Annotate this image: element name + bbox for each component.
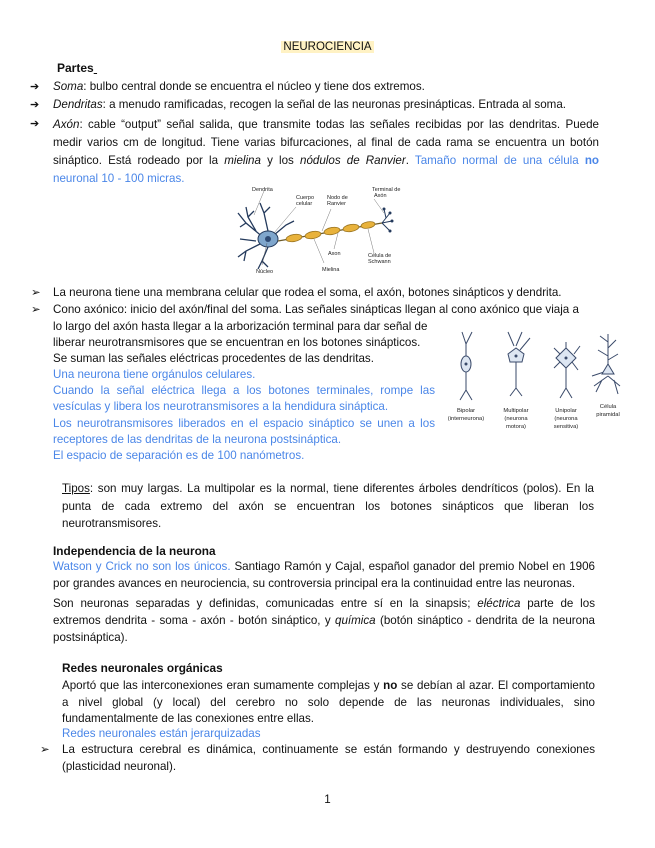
arrow-bullet: ➔: [30, 99, 40, 111]
label-dendrita: Dendrita: [252, 187, 273, 193]
page-number: 1: [324, 793, 331, 806]
label-schwann: Schwann: [368, 259, 391, 265]
electrica-term: eléctrica: [477, 597, 521, 610]
type-multipolar-sub: (neurona: [504, 416, 528, 422]
label-terminal: Terminal de: [372, 187, 401, 193]
cono-axonico-line-3: liberar neurotransmisores que se encuentran en los botones sinápticos.: [53, 336, 421, 349]
type-multipolar-sub2: motora): [506, 424, 526, 430]
type-unipolar-sub: (neurona: [554, 416, 578, 422]
dendritas-text: : a menudo ramificadas, recogen la señal de las neuronas presinápticas. Entrada al soma.: [102, 98, 566, 111]
cell-size-note: Tamaño normal de una célula: [414, 154, 585, 167]
axon-item: [53, 116, 599, 188]
arrow-bullet: ➔: [30, 118, 40, 130]
membrane-bullet: La neurona tiene una membrana celular que rodea el soma, el axón, botones sinápticos y dendrita.: [53, 286, 562, 299]
independencia-heading: Independencia de la neurona: [53, 544, 216, 558]
blue-line-4: Los neurotransmisores liberados en el espacio sináptico se unen a los: [53, 417, 435, 430]
label-ranvier: Ranvier: [327, 201, 346, 207]
blue-line-1: Una neurona tiene orgánulos celulares.: [53, 368, 256, 381]
tipos-paragraph: [62, 480, 594, 533]
cell-size-note-end: neuronal 10 - 100 micras.: [53, 172, 185, 185]
type-pyramidal-sub: piramidal: [596, 412, 620, 418]
axon-text: : cable “output” señal salida, que transmite todas las señales recibidas por las dendritas. Puede medir varios cm de longitud. Tiene varias bifurcaciones, al final de cada rama se encuentra un botón sináptico. Está rodeado por la: [53, 118, 599, 167]
myelin-segments: [286, 221, 376, 243]
label-celula: Célula de: [368, 253, 392, 259]
chevron-bullet: ➢: [40, 743, 50, 756]
cono-axonico-line-2: lo largo del axón hasta llegar a la arborización terminal para dar señal de: [53, 320, 428, 333]
axon-term: Axón: [53, 118, 80, 131]
redes-text-2: se debían al azar. El comportamiento a nivel global (y local) del cerebro no solo depende de las neuronas individuales, sino fundamentalmente de las conexiones entre ellas.: [62, 679, 595, 725]
blue-line-5: receptores de las dendritas de la neurona postsináptica.: [53, 433, 342, 446]
nodulos-term: nódulos de Ranvier: [300, 154, 406, 167]
soma-item: [53, 79, 600, 95]
chevron-bullet: ➢: [31, 303, 41, 316]
redes-jerarquizadas: Redes neuronales están jerarquizadas: [62, 727, 261, 740]
chevron-bullet: ➢: [31, 286, 41, 299]
dendritas-term: Dendritas: [53, 98, 103, 111]
type-unipolar-label: Unipolar: [555, 408, 577, 414]
cono-axonico-line-1: Cono axónico: inicio del axón/final del soma. Las señales sinápticas llegan al cono axónico que viaja a: [53, 303, 579, 316]
pyramidal-soma: [602, 364, 614, 374]
tipos-text: : son muy largas. La multipolar es la normal, tiene diferentes árboles dendríticos (polos). En la punta de cada extremo del axón se encuentran los botones sinápticos que liberan los neurotransmisores.: [62, 482, 594, 530]
label-axon: Axon: [328, 251, 341, 257]
page-title: NEUROCIENCIA: [283, 41, 372, 53]
type-bipolar-label: Bipolar: [456, 408, 476, 414]
label-mielina: Mielina: [322, 267, 340, 273]
label-celular: celular: [296, 201, 313, 207]
label-nucleo: Núcleo: [256, 269, 274, 275]
blue-line-6: El espacio de separación es de 100 nanómetros.: [53, 449, 305, 462]
neuron-diagram: [234, 183, 406, 275]
partes-heading: Partes: [57, 61, 94, 75]
redes-heading: Redes neuronales orgánicas: [62, 661, 223, 675]
redes-paragraph: [62, 678, 595, 728]
type-pyramidal-label: Célula: [599, 404, 617, 410]
sinapsis-text-3: (botón sináptico - dendrita de la neurona postsináptica).: [53, 614, 596, 644]
neuron-types-figure: [444, 328, 624, 434]
redes-no: no: [383, 679, 398, 692]
sinapsis-text-2: parte de los extremos dendrita - soma - axón - botón sináptico, y: [53, 597, 595, 627]
dendritas-item: [53, 97, 600, 113]
soma-text: : bulbo central donde se encuentra el núcleo y tiene dos extremos.: [83, 80, 425, 93]
watson-crick-note: Watson y Crick no son los únicos.: [53, 560, 231, 573]
redes-text: Aportó que las interconexiones eran sumamente complejas y: [62, 679, 384, 692]
type-unipolar-sub2: sensitiva): [553, 424, 579, 430]
label-cuerpo: Cuerpo: [296, 195, 315, 201]
label-nodo: Nodo de: [327, 195, 348, 201]
mielina-term: mielina: [224, 154, 261, 167]
tipos-label: Tipos: [62, 482, 90, 495]
plasticidad-bullet: La estructura cerebral es dinámica, continuamente se están formando y destruyendo conexiones (plasticidad neuronal).: [62, 743, 595, 773]
independencia-paragraph-1: [53, 558, 595, 592]
label-axon-terminal: Axón: [374, 193, 387, 199]
cajal-text: Santiago Ramón y Cajal, español ganador del premio Nobel en 1906 por grandes avances en neurociencia, su controversia principal era la continuidad entre las neuronas.: [53, 560, 595, 590]
cono-axonico-line-4: Se suman las señales eléctricas procedentes de las dendritas.: [53, 352, 374, 365]
axon-text-connector: y los: [260, 154, 300, 167]
arrow-bullet: ➔: [30, 81, 40, 93]
cell-size-no: no: [584, 154, 599, 167]
independencia-paragraph-2: [53, 595, 595, 646]
sinapsis-text: Son neuronas separadas y definidas, comunicadas entre sí en la sinapsis;: [53, 597, 478, 610]
blue-line-2: Cuando la señal eléctrica llega a los botones terminales, rompe las: [53, 384, 435, 397]
quimica-term: química: [335, 614, 376, 627]
type-bipolar-sub: (interneurona): [447, 416, 485, 422]
type-multipolar-label: Multipolar: [503, 408, 529, 414]
blue-line-3: vesículas y libera los neurotransmisores a la hendidura sináptica.: [53, 400, 389, 413]
axon-text-dot: .: [405, 154, 415, 167]
nucleus-shape: [265, 236, 271, 242]
soma-term: Soma: [53, 80, 84, 93]
